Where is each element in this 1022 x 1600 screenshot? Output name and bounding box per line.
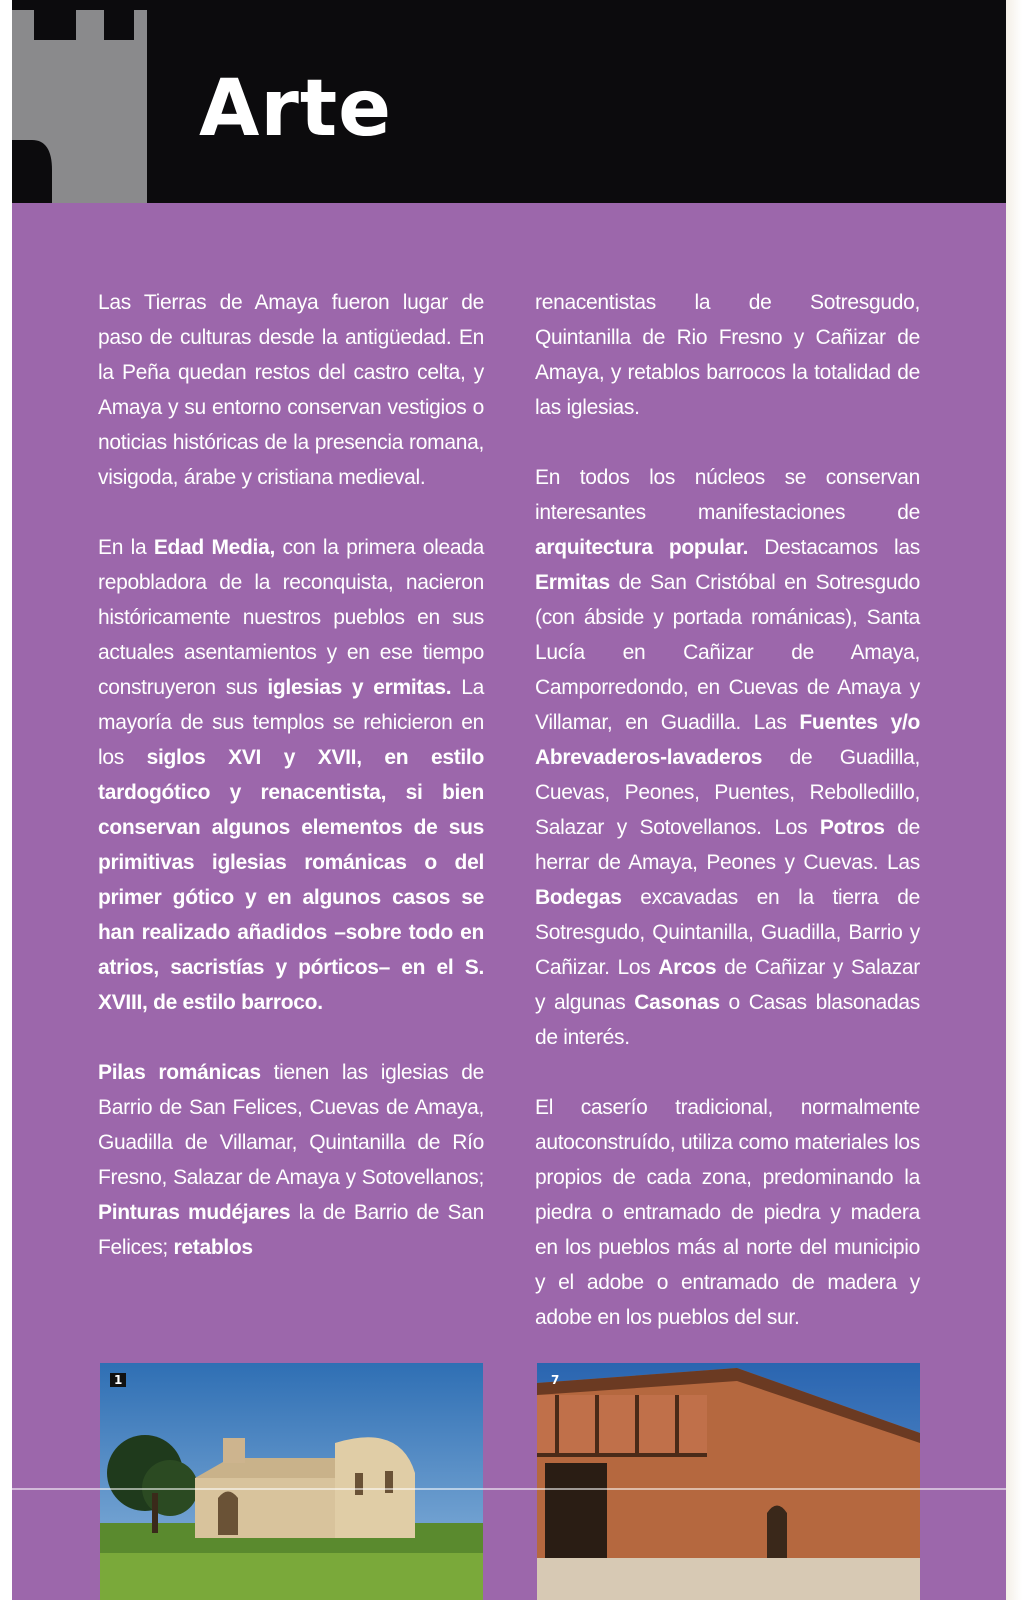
left-column (98, 285, 484, 1300)
arquitectura-paragraph: En todos los núcleos se conservan interesantes manifestaciones de arquitectura popular. Destacamos las Ermitas de San Cristóbal en Sotresgudo (con ábside y portada románicas), Santa Lucía en Cañizar de Amaya, Camporredondo, en Cuevas de Amaya y Villamar, en Guadilla. Las Fuentes y/o Abrevaderos-lavaderos de Guadilla, Cuevas, Peones, Puentes, Rebolledillo, Salazar y Sotovellanos. Los Potros de herrar de Amaya, Peones y Cuevas. Las Bodegas excavadas en la tierra de Sotresgudo, Quintanilla, Guadilla, Barrio y Cañizar. Los Arcos de Cañizar y Salazar y algunas Casonas o Casas blasonadas de interés. (535, 466, 921, 1049)
adobe-house-photo (537, 1363, 920, 1600)
pilas-paragraph: Pilas románicas tienen las iglesias de Barrio de San Felices, Cuevas de Amaya, Guadilla de Villamar, Quintanilla de Río Fresno, Salazar de Amaya y Sotovellanos; Pinturas mudéjares la de Barrio de San Felices; retablos (98, 1061, 484, 1259)
edad-media-paragraph: En la Edad Media, con la primera oleada repobladora de la reconquista, nacieron históricamente nuestros pueblos en sus actuales asentamientos y en ese tiempo construyeron sus iglesias y ermitas. La mayoría de sus templos se rehicieron en los siglos XVI y XVII, en estilo tardogótico y renacentista, si bien conservan algunos elementos de sus primitivas iglesias románicas o del primer gótico y en algunos casos se han realizado añadidos –sobre todo en atrios, sacristías y pórticos– en el S. XVIII, de estilo barroco. (98, 536, 484, 1014)
romanesque-church-photo (100, 1363, 483, 1600)
house-photo (537, 1363, 920, 1600)
intro-paragraph: Las Tierras de Amaya fueron lugar de paso de culturas desde la antigüedad. En la Peña quedan restos del castro celta, y Amaya y su entorno conservan vestigios o noticias históricas de la presencia romana, visigoda, árabe y cristiana medieval. (98, 291, 484, 489)
retablos-paragraph: renacentistas la de Sotresgudo, Quintanilla de Rio Fresno y Cañizar de Amaya, y retablos barrocos la totalidad de las iglesias. (535, 291, 920, 419)
photo-number-badge: 7 (551, 1373, 560, 1387)
castle-tower-icon (12, 0, 152, 203)
right-column (535, 285, 920, 1370)
page-edge (1006, 0, 1022, 1600)
photo-number-badge: 1 (110, 1373, 126, 1387)
caserio-paragraph: El caserío tradicional, normalmente autoconstruído, utiliza como materiales los propios de cada zona, predominando la piedra o entramado de piedra y madera en los pueblos más al norte del municipio y el adobe o entramado de madera y adobe en los pueblos del sur. (535, 1096, 920, 1329)
church-photo (100, 1363, 483, 1600)
fold-crease (0, 1488, 1022, 1490)
page-title: Arte (199, 64, 393, 154)
header-band (12, 0, 1006, 203)
